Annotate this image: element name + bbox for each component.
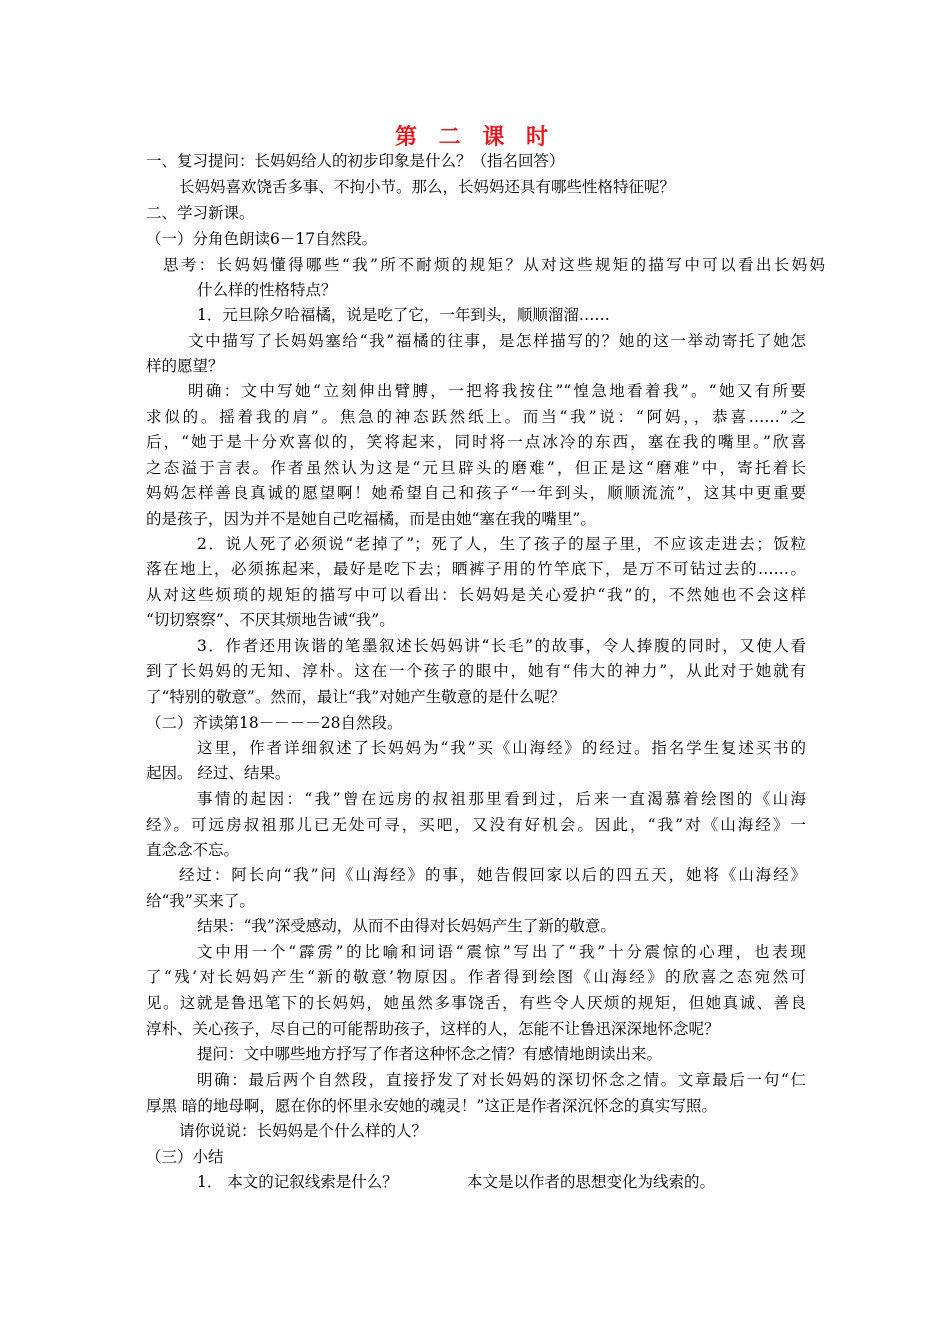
text-line: （三）小结 [146, 1148, 224, 1166]
text-line: 厚黑 暗的地母啊，愿在你的怀里永安她的魂灵！”这正是作者深沉怀念的真实写照。 [146, 1097, 717, 1115]
text-line: 请你说说：长妈妈是个什么样的人？ [179, 1122, 428, 1140]
text-line: 提问：文中哪些地方抒写了作者这种怀念之情？有感情地朗读出来。 [197, 1045, 663, 1063]
text-line: 淳朴、关心孩子，尽自己的可能帮助孩子，这样的人，怎能不让鲁迅深深地怀念呢？ [146, 1020, 720, 1038]
text-line: 从对这些烦琐的规矩的描写中可以看出：长妈妈是关心爱护“我”的，不然她也不会这样 [146, 586, 806, 604]
text-line: 3．作者还用诙谐的笔墨叙述长妈妈讲“长毛”的故事，令人捧腹的同时，又使人看 [197, 637, 806, 655]
text-line: 了“特别的敬意”。然而，最让“我”对她产生敬意的是什么呢？ [146, 688, 566, 706]
text-line: 思考：长妈妈懂得哪些“我”所不耐烦的规矩？从对这些规矩的描写中可以看出长妈妈 [163, 256, 825, 274]
text-line: 结果：“我”深受感动，从而不由得对长妈妈产生了新的敬意。 [197, 917, 616, 935]
text-line: 明确：文中写她“立刻伸出臂膊，一把将我按住”“惶急地看着我”。“她又有所要 [188, 382, 806, 400]
text-line: 落在地上，必须拣起来，最好是吃下去；晒裤子用的竹竿底下，是万不可钻过去的……。 [146, 560, 806, 578]
text-line: 这里，作者详细叙述了长妈妈为“我”买《山海经》的经过。指名学生复述买书的 [197, 739, 806, 757]
text-line: 1． 本文的记叙线索是什么？ [197, 1173, 398, 1191]
text-line: 起因。 经过、结果。 [146, 764, 291, 782]
text-line: 给“我”买来了。 [146, 892, 255, 910]
text-line: 明确：最后两个自然段，直接抒发了对长妈妈的深切怀念之情。文章最后一句“仁 [197, 1071, 806, 1089]
text-line: 二、学习新课。 [146, 204, 255, 222]
text-line: 2．说人死了必须说“老掉了”；死了人，生了孩子的屋子里，不应该走进去；饭粒 [197, 535, 806, 553]
text-line: 一、复习提问：长妈妈给人的初步印象是什么？（指名回答） [146, 152, 565, 170]
page-title: 第 二 课 时 [395, 124, 555, 150]
text-line: （一）分角色朗读6－17自然段。 [146, 230, 378, 248]
text-line: 文中用一个“霹雳”的比喻和词语“震惊”写出了“我”十分震惊的心理，也表现 [197, 943, 806, 961]
text-line: 后，“她于是十分欢喜似的，笑将起来，同时将一点冰冷的东西，塞在我的嘴里。”欣喜 [146, 433, 806, 451]
text-line: 文中描写了长妈妈塞给“我”福橘的往事，是怎样描写的？她的这一举动寄托了她怎 [188, 332, 806, 350]
text-line: 样的愿望？ [146, 357, 224, 375]
text-line: 事情的起因：“我”曾在远房的叔祖那里看到过，后来一直渴慕着绘图的《山海 [197, 790, 806, 808]
text-line: 本文是以作者的思想变化为线索的。 [467, 1173, 716, 1191]
text-line: 妈妈怎样善良真诚的愿望啊！她希望自己和孩子“一年到头，顺顺流流”，这其中更重要 [146, 484, 806, 502]
text-line: 直念念不忘。 [146, 841, 240, 859]
text-line: 什么样的性格特点？ [197, 281, 337, 299]
text-line: 之态溢于言表。作者虽然认为这是“元旦辟头的磨难”，但正是这“磨难”中，寄托着长 [146, 459, 806, 477]
text-line: 的是孩子，因为并不是她自己吃福橘，而是由她“塞在我的嘴里”。 [146, 510, 596, 528]
text-line: 长妈妈喜欢饶舌多事、不拘小节。那么，长妈妈还具有哪些性格特征呢？ [179, 178, 676, 196]
text-line: 求似的。摇着我的肩”。焦急的神态跃然纸上。而当“我”说：“阿妈，，恭喜……”之 [146, 408, 806, 426]
text-line: 到了长妈妈的无知、淳朴。这在一个孩子的眼中，她有“伟大的神力”，从此对于她就有 [146, 662, 806, 680]
text-line: 1．元旦除夕哈福橘，说是吃了它，一年到头，顺顺溜溜…… [197, 306, 610, 324]
text-line: 经》。可远房叔祖那儿已无处可寻，买吧，又没有好机会。因此，“我”对《山海经》一 [146, 816, 806, 834]
text-line: 了“残’对长妈妈产生“新的敬意’物原因。作者得到绘图《山海经》的欣喜之态宛然可 [146, 968, 806, 986]
text-line: 经过：阿长向“我”问《山海经》的事，她告假回家以后的四五天，她将《山海经》 [179, 866, 806, 884]
text-line: 见。这就是鲁迅笔下的长妈妈，她虽然多事饶舌，有些令人厌烦的规矩，但她真诚、善良 [146, 994, 806, 1012]
text-line: “切切察察”、不厌其烦地告诫“我”。 [146, 611, 395, 629]
text-line: （二）齐读第18－－－－28自然段。 [146, 714, 403, 732]
